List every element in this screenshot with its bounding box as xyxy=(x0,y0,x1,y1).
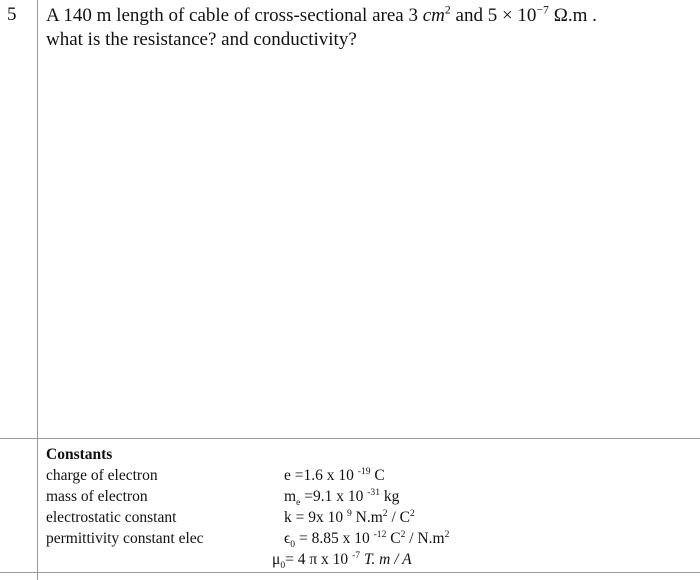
constant-label: mass of electron xyxy=(46,488,148,505)
question-number: 5 xyxy=(7,4,17,25)
constant-label: charge of electron xyxy=(46,467,158,484)
constant-row-permeability xyxy=(46,549,686,570)
constant-value: $m_e =9.1$ x 10 $^{-31}$ kg xyxy=(284,486,400,509)
question-text xyxy=(46,4,696,52)
constant-value: $\mu_0= 4$ π x 10 $^{-7}$ T. m / A xyxy=(272,549,412,572)
column-divider xyxy=(37,0,38,580)
constant-value: $\epsilon_0 = 8.85$ x 10 $^{-12}$ $C^2 / N.m^2$ xyxy=(284,528,450,551)
constant-row-permittivity xyxy=(46,528,686,549)
constant-row-electron-charge xyxy=(46,465,686,486)
row-divider-top xyxy=(0,438,700,439)
constant-value: e =1.6 x 10 $^{-19}$ C xyxy=(284,465,385,484)
constant-label: permittivity constant elec xyxy=(46,530,204,547)
constants-table xyxy=(46,445,686,570)
constant-value: k = 9x 10 $^9$ $N.m^2 / C^2$ xyxy=(284,507,415,526)
constant-row-electrostatic xyxy=(46,507,686,528)
question-line-2: what is the resistance? and conductivity? xyxy=(46,29,357,50)
constant-row-electron-mass xyxy=(46,486,686,507)
row-divider-bottom xyxy=(0,572,700,573)
constant-label: electrostatic constant xyxy=(46,509,177,526)
question-line-1: A 140 m length of cable of cross-sectional area 3 $cm^2$ and $5 \times 10^{-7}$ Ω.m . xyxy=(46,3,597,26)
constants-title: Constants xyxy=(46,446,113,463)
